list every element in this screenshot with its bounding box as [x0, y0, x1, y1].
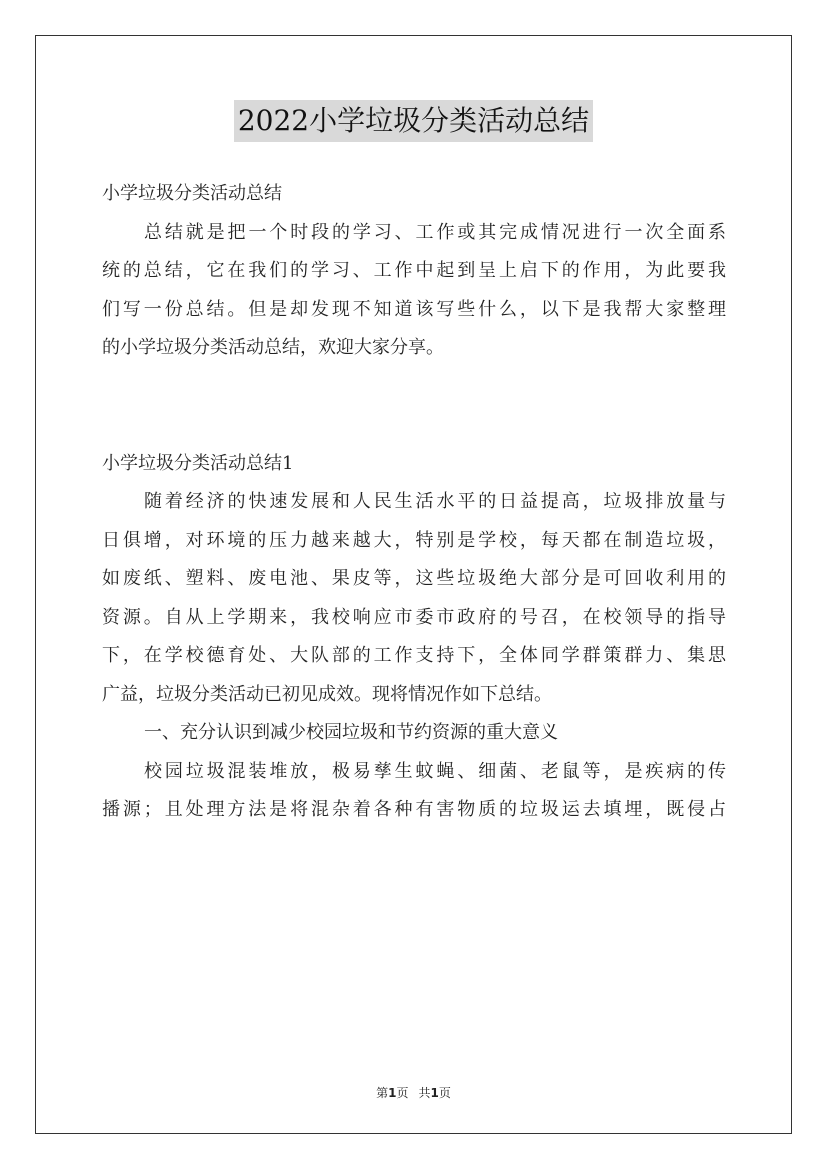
- page-total: 1: [430, 1086, 439, 1100]
- paragraph-line: 校园垃圾混装堆放，极易孳生蚊蝇、细菌、老鼠等，是疾病的传: [144, 760, 726, 782]
- paragraph-line: 如废纸、塑料、废电池、果皮等，这些垃圾绝大部分是可回收利用的: [102, 568, 726, 589]
- page-footer: [0, 1084, 827, 1101]
- total-prefix: 共: [418, 1086, 431, 1100]
- section-heading: 小学垃圾分类活动总结: [102, 183, 282, 204]
- page-suffix: 页: [396, 1086, 409, 1100]
- paragraph-line: 总结就是把一个时段的学习、工作或其完成情况进行一次全面系: [144, 221, 726, 243]
- paragraph-line: 随着经济的快速发展和人民生活水平的日益提高，垃圾排放量与: [144, 491, 726, 512]
- paragraph-line: 日俱增，对环境的压力越来越大，特别是学校，每天都在制造垃圾，: [102, 529, 726, 551]
- page-current: 1: [388, 1086, 397, 1100]
- paragraph-line: 下，在学校德育处、大队部的工作支持下，全体同学群策群力、集思: [102, 645, 726, 666]
- point-heading: 一、充分认识到减少校园垃圾和节约资源的重大意义: [144, 722, 558, 743]
- page-prefix: 第: [376, 1086, 389, 1100]
- paragraph-line: 播源；且处理方法是将混杂着各种有害物质的垃圾运去填埋，既侵占: [102, 799, 726, 820]
- total-suffix: 页: [438, 1086, 451, 1100]
- paragraph-line: 的小学垃圾分类活动总结，欢迎大家分享。: [102, 337, 444, 358]
- blank-space: [102, 368, 726, 445]
- section-heading: 小学垃圾分类活动总结1: [102, 452, 294, 474]
- paragraph-line: 统的总结，它在我们的学习、工作中起到呈上启下的作用，为此要我: [102, 260, 726, 281]
- paragraph-line: 广益，垃圾分类活动已初见成效。现将情况作如下总结。: [102, 683, 552, 705]
- title-container: [0, 100, 827, 142]
- paragraph-line: 们写一份总结。但是却发现不知道该写些什么，以下是我帮大家整理: [102, 298, 726, 320]
- document-title: 2022小学垃圾分类活动总结: [234, 100, 593, 142]
- document-body: [102, 175, 726, 830]
- paragraph-line: 资源。自从上学期来，我校响应市委市政府的号召，在校领导的指导: [102, 606, 726, 628]
